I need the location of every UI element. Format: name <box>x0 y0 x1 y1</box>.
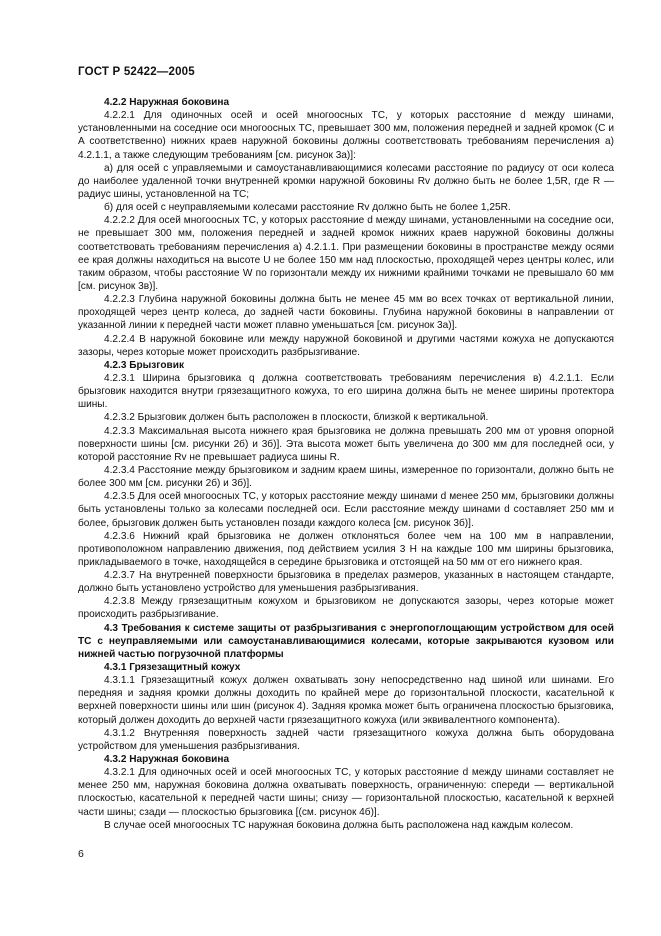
paragraph: а) для осей с управляемыми и самоустанавливающимися колесами расстояние по радиусу от оси колеса до наиболее удаленной точки внутренней кромки наружной боковины Rv должно быть не более 1,5R, где R — радиус шины, установленной на ТС; <box>78 162 614 200</box>
page-number: 6 <box>78 848 84 860</box>
paragraph: 4.3.1.1 Грязезащитный кожух должен охватывать зону непосредственно над шиной или шинами. Его передняя и задняя кромки должны доходить по крайней мере до горизонтальной плоскости, касательной к верхней поверхности шины или шин (рисунок 4). Задняя кромка может быть ограничена плоскостью брызговика, который должен доходить до верхней части грязезащитного кожуха (или эквивалентного компонента). <box>78 675 614 726</box>
section-heading: 4.3.2 Наружная боковина <box>104 754 230 766</box>
paragraph: 4.2.3.8 Между грязезащитным кожухом и брызговиком не допускаются зазоры, через которые может происходить разбрызгивание. <box>78 596 614 621</box>
paragraph: 4.2.2.4 В наружной боковине или между наружной боковиной и другими частями кожуха не допускаются зазоры, через которые может происходить разбрызгивание. <box>78 333 614 358</box>
paragraph: 4.2.3.2 Брызговик должен быть расположен в плоскости, близкой к вертикальной. <box>104 412 489 424</box>
section-heading: 4.2.3 Брызговик <box>104 359 185 371</box>
paragraph: 4.2.3.7 На внутренней поверхности брызговика в пределах размеров, указанных в настоящем стандарте, должно быть установлено устройство для уменьшения разбрызгивания. <box>78 570 614 595</box>
paragraph: 4.2.3.5 Для осей многоосных ТС, у которых расстояние между шинами d менее 250 мм, брызговики должны быть установлены только за колесами последней оси. Если расстояние между шинами d составляет 250 мм и более, брызговик должен быть установлен позади каждого колеса [см. рисунок 3б)]. <box>78 491 614 529</box>
paragraph: 4.2.3.6 Нижний край брызговика не должен отклоняться более чем на 100 мм в направлении, противоположном направлению движения, под действием усилия 3 Н на каждые 100 мм ширины брызговика, прикладываемого в точке, находящейся в середине брызговика и отстоящей на 50 мм от его нижнего края. <box>78 530 614 568</box>
paragraph: В случае осей многоосных ТС наружная боковина должна быть расположена над каждым колесом. <box>104 819 574 831</box>
paragraph: 4.3.1.2 Внутренняя поверхность задней части грязезащитного кожуха должна быть оборудована устройством для уменьшения разбрызгивания. <box>78 727 614 752</box>
paragraph: 4.2.2.3 Глубина наружной боковины должна быть не менее 45 мм во всех точках от вертикальной линии, проходящей через центр колеса, до задней части боковины. Глубина наружной боковины в направлении от указанной линии к передней части может плавно уменьшаться [см. рисунок 3а)]. <box>78 294 614 332</box>
paragraph: 4.2.3.3 Максимальная высота нижнего края брызговика не должна превышать 200 мм от уровня опорной поверхности шины [см. рисунки 2б) и 3б)]. Эта высота может быть увеличена до 300 мм для последней оси, у которой расстояние Rv не превышает радиуса шины R. <box>78 425 614 463</box>
standard-header: ГОСТ Р 52422—2005 <box>78 66 195 78</box>
paragraph: 4.3.2.1 Для одиночных осей и осей многоосных ТС, у которых расстояние d между шинами составляет не менее 250 мм, наружная боковина должна охватывать поверхность, ограниченную: спереди — вертикальной плоскостью, касательной к передней части шины; снизу — горизонтальной плоскостью, касательной к верхней части шины; сзади — плоскостью брызговика [(см. рисунок 4б)]. <box>78 767 614 818</box>
paragraph: 4.2.2.2 Для осей многоосных ТС, у которых расстояние d между шинами, установленными на соседние оси, не превышает 300 мм, положения передней и задней кромок нижних краев наружной боковины должны соответствовать требованиям перечисления а) 4.2.1.1. При размещении боковины в пространстве между осями ее края должны находиться на высоте U не более 150 мм над плоскостью, проходящей через центры колес, или таким образом, чтобы расстояние W по горизонтали между их нижними крайними точками не превышало 60 мм [см. рисунок 3в)]. <box>78 215 614 292</box>
paragraph: 4.2.3.1 Ширина брызговика q должна соответствовать требованиям перечисления в) 4.2.1.1. Если брызговик находится внутри грязезащитного кожуха, то его ширина должна быть не менее ширины протектора шины. <box>78 372 614 411</box>
document-body <box>78 96 614 832</box>
section-heading: 4.3.1 Грязезащитный кожух <box>104 662 241 674</box>
section-heading: 4.2.2 Наружная боковина <box>104 97 230 108</box>
paragraph: б) для осей с неуправляемыми колесами расстояние Rv должно быть не более 1,25R. <box>104 202 511 214</box>
paragraph: 4.2.3.4 Расстояние между брызговиком и задним краем шины, измеренное по горизонтали, должно быть не более 300 мм [см. рисунки 2б) и 3б)]. <box>78 464 614 490</box>
paragraph: 4.2.2.1 Для одиночных осей и осей многоосных ТС, у которых расстояние d между шинами, установленными на соседние оси многоосных ТС, превышает 300 мм, положения передней и задней кромок (C и A соответственно) нижних краев наружной боковины должны соответствовать требованиям перечисления а) 4.2.1.1, а также следующим требованиям [см. рисунок 3а)]: <box>78 110 614 161</box>
section-heading: 4.3 Требования к системе защиты от разбрызгивания с энергопоглощающим устройством для осей ТС с неуправляемыми или самоустанавливающимися колесами, которые закрываются кузовом или нижней частью погрузочной платформы <box>78 622 614 660</box>
